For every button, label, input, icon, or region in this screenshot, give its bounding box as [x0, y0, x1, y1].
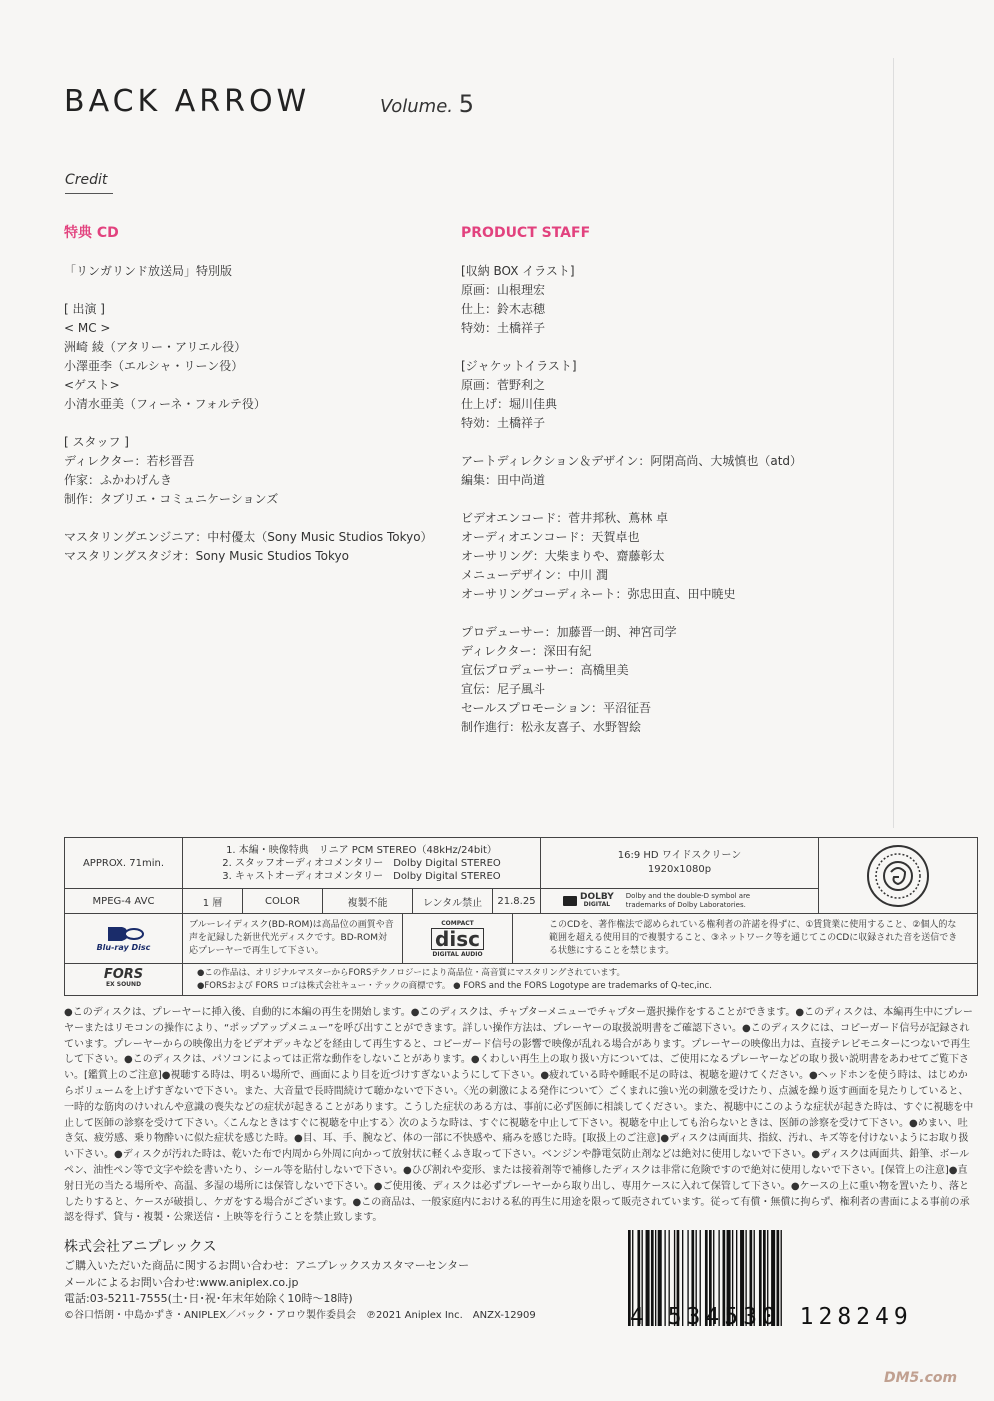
codec-cell — [65, 889, 183, 914]
cd-logo-cell — [403, 914, 513, 964]
dolby-trademark: Dolby and the double-D symbol are trademarks of Dolby Laboratories. — [625, 892, 751, 909]
watermark: DM5.com — [884, 1370, 958, 1386]
bluray-description: ブルーレイディスク(BD-ROM)は高品位の画質や音声を記録した新世代光ディスクです。BD-ROM対応プレーヤーで再生して下さい。 — [189, 920, 394, 956]
spacer — [461, 433, 881, 452]
rental-cell — [413, 889, 493, 914]
right-credit-line: ビデオエンコード：菅井邦秋、蔦林 卓 — [461, 511, 669, 525]
left-credit-line: 作家：ふかわげんき — [64, 473, 173, 487]
spacer — [64, 414, 454, 433]
right-credit-line: 宣伝プロデューサー：高橋里美 — [461, 663, 629, 677]
left-credit-line: マスタリングエンジニア：中村優太（Sony Music Studios Tokyo） — [64, 530, 433, 544]
seal-cell — [819, 838, 977, 914]
right-credit-line: 特効：土橋祥子 — [461, 321, 546, 335]
left-credit-line: [ スタッフ ] — [64, 435, 129, 449]
right-credit-line: アートディレクション＆デザイン：阿閉高尚、大城慎也（atd） — [461, 454, 803, 468]
credit-underline — [65, 193, 113, 194]
contact-line-3: 電話:03-5211-7555(土･日･祝･年末年始除く10時〜18時) — [64, 1292, 353, 1305]
spacer — [64, 509, 454, 528]
copy-cell — [323, 889, 413, 914]
color-cell — [243, 889, 323, 914]
screen-format: 16:9 HD ワイドスクリーン — [617, 850, 742, 861]
right-credit-lines — [461, 262, 881, 737]
right-credit-line: セールスプロモーション：平沼征吾 — [461, 701, 651, 715]
credit-heading: Credit — [65, 172, 108, 188]
contact-info — [64, 1258, 536, 1324]
spacer — [64, 281, 454, 300]
runtime: APPROX. 71min. — [82, 857, 165, 869]
left-credit-line: 小澤亜李（エルシャ・リーン役） — [64, 359, 244, 373]
right-credit-line: [収納 BOX イラスト] — [461, 264, 575, 278]
barcode-number: 4 534530 128249 — [630, 1304, 913, 1330]
dolby-logo-icon — [563, 893, 614, 909]
right-credit-line: 制作進行：松永友喜子、水野智絵 — [461, 720, 642, 734]
left-column — [64, 224, 454, 566]
fors-logo-icon: FORS — [103, 966, 144, 982]
fors-logo-cell — [65, 964, 183, 995]
left-credit-line: [ 出演 ] — [64, 302, 105, 316]
right-credit-line: 宣伝：尼子風斗 — [461, 682, 546, 696]
left-credit-lines — [64, 281, 454, 566]
right-credit-line: 仕上：鈴木志穂 — [461, 302, 546, 316]
layers-cell — [183, 889, 243, 914]
right-credit-line: 原画：菅野利之 — [461, 378, 546, 392]
fold-line — [893, 58, 894, 828]
left-credit-line: ディレクター：若杉晋吾 — [64, 454, 195, 468]
audio-track-1: 1. 本編・映像特典 リニア PCM STEREO（48kHz/24bit） — [226, 844, 497, 856]
bluray-logo-text: Blu-ray Disc — [96, 943, 151, 952]
right-credit-line: 仕上げ：堀川佳典 — [461, 397, 558, 411]
screen-cell — [541, 838, 819, 889]
rental-note: レンタル禁止 — [422, 897, 483, 909]
release-date: 21.8.25 — [497, 895, 536, 907]
bd-text-cell — [183, 914, 403, 964]
contact-line-2: メールによるお問い合わせ:www.aniplex.co.jp — [64, 1275, 299, 1289]
cd-text-cell — [513, 914, 977, 964]
dolby-logo-text: DOLBY — [580, 892, 614, 902]
left-credit-line: 洲崎 綾（アタリー・アリエル役） — [64, 340, 247, 354]
right-credit-line: オーサリングコーディネート：弥忠田直、田中暁史 — [461, 587, 736, 601]
copyright-line: ©谷口悟朗・中島かずき・ANIPLEX／バック・アロウ製作委員会 ℗2021 Aniplex Inc. ANZX-12909 — [64, 1309, 536, 1321]
bonus-cd-heading: 特典 CD — [64, 225, 119, 241]
product-title: BACK ARROW — [64, 84, 311, 119]
contact-line-1: ご購入いただいた商品に関するお問い合わせ：アニプレックスカスタマーセンター — [64, 1259, 470, 1272]
left-credit-line: マスタリングスタジオ：Sony Music Studios Tokyo — [64, 549, 349, 563]
company-name: 株式会社アニプレックス — [64, 1239, 217, 1255]
fors-text-cell — [183, 964, 977, 995]
left-credit-line: <ゲスト> — [64, 378, 120, 392]
resolution: 1920x1080p — [647, 864, 712, 875]
cd-logo-top: COMPACT — [441, 919, 474, 927]
audio-track-3: 3. キャストオーディオコメンタリー Dolby Digital STEREO — [222, 870, 501, 882]
right-credit-line: メニューデザイン：中川 潤 — [461, 568, 608, 582]
right-credit-line: [ジャケットイラスト] — [461, 359, 577, 373]
volume-number: 5 — [458, 90, 475, 118]
compact-disc-icon: disc — [431, 928, 484, 950]
disc-notes — [64, 1005, 976, 1226]
fors-trademark: ●FORSおよび FORS ロゴは株式会社キュー・テックの商標です。 ● FORS and the FORS Logotype are trademarks of Q-tec,inc. — [197, 980, 712, 991]
notes-text: ●このディスクは、プレーヤーに挿入後、自動的に本編の再生を開始します。●このディスクは、チャプターメニューでチャプター選択操作をすることができます。●このディスクは、本編再生中にプレーヤーまたはリモコンの操作により、“ポップアップメニュー”を呼び出すことができます。詳しい操作方法は、プレーヤーの取扱説明書をご確認下さい。●このディスクには、コピーガード信号が記録されています。プレーヤーからの映像出力をビデオデッキなどを経由して再生すると、コピーガード信号の影響で映像が乱れる場合があります。プレーヤーの映像出力は、直接テレビモニターにつないで再生して下さい。●このディスクは、パソコンによっては正常な動作をしないことがあります。●くわしい再生上の取り扱い方については、ご使用になるプレーヤーなどの取り扱い説明書をあわせてご覧下さい。[鑑賞上のご注意]●視聴する時は、明るい場所で、画面により目を近づけすぎないようにして下さい。●疲れている時や睡眠不足の時は、視聴を避けてください。●ヘッドホンを使う時は、はじめからボリュームを上げすぎないで下さい。また、大音量で長時間続けて聴かないで下さい。〈光の刺激による発作について〉ごくまれに強い光の刺激を受けたり、点滅を繰り返す画面を見たりしていると、一時的な筋肉のけいれんや意識の喪失などの症状が起きることがあります。こうした症状のある方は、事前に必ず医師に相談してください。また、視聴中にこのような症状が起きた時は、すぐに視聴を中止して医師の診察を受けて下さい。〈こんなときはすぐに視聴を中止する〉次のような時は、すぐに視聴を中止して下さい。視聴を中止しても治らないときは、医師の診察を受けて下さい。●めまい、吐き気、疲労感、乗り物酔いに似た症状を感じた時。●目、耳、手、腕など、体の一部に不快感や、痛みを感じた時。[取扱上のご注意]●ディスクは両面共、指紋、汚れ、キズ等を付けないようにお取り扱い下さい。●ディスクが汚れた時は、乾いた布で内周から外周に向かって放射状に軽くふき取って下さい。ベンジンや静電気防止剤などは絶対に使用しないで下さい。●ディスクは両面共、鉛筆、ボールペン、油性ペン等で文字や絵を書いたり、シール等を貼付しないで下さい。●ひび割れや変形、または接着剤等で補修したディスクは非常に危険ですので絶対に使用しないで下さい。[保管上の注意]●直射日光の当たる場所や、高温、多湿の場所には保管しないで下さい。●ご使用後、ディスクは必ずプレーヤーから取り出し、専用ケースに入れて保管して下さい。●ケースの上に重い物を置いたり、落としたりすると、ケースが破損し、ケガをする場合がございます。●この商品は、一般家庭内における私的再生に用途を限って販売されています。従って有償・無償に拘らず、権利者の書面による事前の承認を得ず、貸与・複製・公衆送信・上映等を行うことを禁止致します。 — [64, 1007, 974, 1224]
bonus-cd-subtitle: 「リンガリンド放送局」特別版 — [64, 264, 233, 278]
fors-logo-sub: EX SOUND — [105, 980, 142, 988]
right-credit-line: 特効：土橋祥子 — [461, 416, 546, 430]
spacer — [461, 490, 881, 509]
spacer — [461, 604, 881, 623]
right-credit-line: 原画：山根理宏 — [461, 283, 546, 297]
volume-prefix: Volume. — [380, 96, 454, 117]
layers: 1 層 — [202, 897, 223, 909]
right-credit-line: 編集：田中尚道 — [461, 473, 546, 487]
product-staff-heading: PRODUCT STAFF — [461, 225, 591, 241]
right-credit-line: プロデューサー：加藤晋一朗、神宮司学 — [461, 625, 677, 639]
color-mode: COLOR — [265, 895, 300, 907]
right-column — [461, 224, 881, 737]
spacer — [461, 338, 881, 357]
cd-copyright-notice: このCDを、著作権法で認められている権利者の許諾を得ずに、①賃貸業に使用すること、②個人的な範囲を超える使用目的で複製すること、③ネットワーク等を通じてこのCDに収録された音を送信できる状態にすることを禁じます。 — [549, 920, 958, 956]
fors-description: ●この作品は、オリジナルマスターからFORSテクノロジーにより高品位・高音質にマスタリングされています。 — [197, 967, 626, 978]
right-credit-line: ディレクター：深田有紀 — [461, 644, 592, 658]
left-credit-line: 小清水亜美（フィーネ・フォルテ役） — [64, 397, 266, 411]
dolby-logo-sub: DIGITAL — [583, 901, 611, 908]
cd-logo-bottom: DIGITAL AUDIO — [432, 950, 483, 958]
left-credit-line: < MC > — [64, 321, 111, 335]
runtime-cell — [65, 838, 183, 889]
spec-table — [64, 837, 978, 996]
seal-icon — [866, 844, 930, 908]
volume-label — [380, 90, 474, 118]
codec: MPEG-4 AVC — [92, 895, 155, 907]
date-cell — [493, 889, 541, 914]
left-credit-line: 制作：タブリエ・コミュニケーションズ — [64, 492, 279, 506]
bluray-disc-icon — [104, 925, 144, 943]
dolby-cell — [541, 889, 819, 914]
right-credit-line: オーサリング：大柴まりや、齋藤彰太 — [461, 549, 665, 563]
audio-track-2: 2. スタッフオーディオコメンタリー Dolby Digital STEREO — [222, 857, 501, 869]
copy-protection: 複製不能 — [347, 897, 388, 909]
right-credit-line: オーディオエンコード：天賀卓也 — [461, 530, 640, 544]
bd-logo-cell — [65, 914, 183, 964]
audio-cell — [183, 838, 541, 889]
